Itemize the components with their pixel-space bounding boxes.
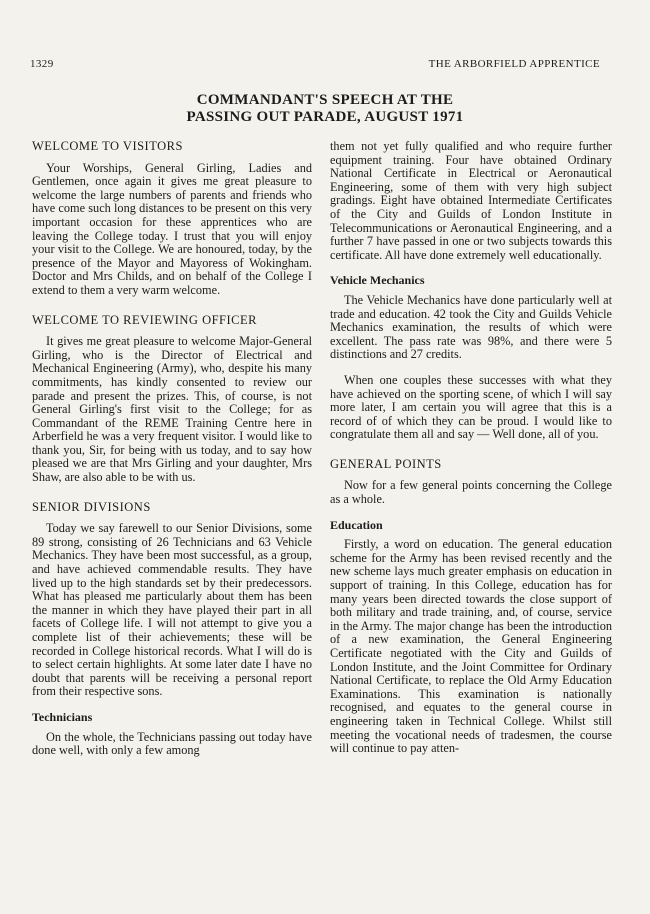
heading-welcome-visitors: WELCOME TO VISITORS xyxy=(32,139,183,153)
page-number: 1329 xyxy=(30,58,54,70)
para-vehicle-2: When one couples these successes with what they have achieved on the sporting scene, of which I will say more later, I am certain you will agree that this is a record of of which they can be proud. I would like to congratulate them all and say — Well done, all of you. xyxy=(330,372,612,442)
heading-general-points: GENERAL POINTS xyxy=(330,456,442,471)
article-title xyxy=(0,92,650,126)
running-head xyxy=(30,58,600,70)
para-technicians: On the whole, the Technicians passing out today have done well, with only a few among xyxy=(32,729,312,758)
para-vehicle-1: The Vehicle Mechanics have done particularly well at trade and education. 42 took the City and Guilds Vehicle Mechanics examination, the results of which were excellent. The pass rate was 98%, and there were 5 distinctions and 27 credits. xyxy=(330,292,612,362)
para-technicians-cont: them not yet fully qualified and who require further equipment training. Four have obtained Ordinary National Certificate in Electrical or Aeronautical Engineering, some of them with very high subject gradings. Eight have obtained Intermediate Certificates of the City and Guilds of London Institute in Telecommunications or Aeronautical Engineering, and a further 7 have passed in one or two subjects towards this certificate. All have done extremely well educationally. xyxy=(330,139,612,262)
heading-reviewing-officer: WELCOME TO REVIEWING OFFICER xyxy=(32,312,257,327)
para-reviewing-officer: It gives me great pleasure to welcome Major-General Girling, who is the Director of Electrical and Mechanical Engineering (Army), who, despite his many commitments, has kindly consented to review our parade and present the prizes. This, of course, is not General Girling's first visit to the College; for as Commandant of the REME Training Centre here in Arberfield he was a very frequent visitor. I would like to thank you, Sir, for being with us today, and to say how pleased we are that Mrs Girling and your daughter, Mrs Shaw, are also able to be with us. xyxy=(32,334,312,485)
para-education: Firstly, a word on education. The general education scheme for the Army has been revised recently and the new scheme lays much greater emphasis on education in support of training. In this College, education has for many years been directed towards the close support of both military and trade training, and, of course, service in the Army. The major change has been the introduction of a new examination, the General Engineering Certificate negotiated with the City and Guilds of London Institute, and the Joint Committee for Ordinary National Certificate, to replace the Old Army Education Examinations. This examination is nationally recognised, and equates to the general course in engineering taken in Technical College. Whilst still meeting the vocational needs of tradesmen, the course will continue to pay atten- xyxy=(330,537,612,756)
heading-education: Education xyxy=(330,517,383,532)
para-general-points: Now for a few general points concerning the College as a whole. xyxy=(330,478,612,507)
para-senior-divisions: Today we say farewell to our Senior Divisions, some 89 strong, consisting of 26 Technicians and 63 Vehicle Mechanics. They have been most successful, as a group, and have achieved commendable results. They have lived up to the high standards set by their predecessors. What has pleased me particularly about them has been the manner in which they have played their part in all facets of College life. I will not attempt to give you a complete list of their achievements; these will be recorded in College historical records. What I will do is to select certain highlights. At some later date I have no doubt that parents will be receiving a personal report from their respective sons. xyxy=(32,521,312,699)
heading-senior-divisions: SENIOR DIVISIONS xyxy=(32,499,151,514)
right-column xyxy=(330,140,612,768)
heading-vehicle-mechanics: Vehicle Mechanics xyxy=(330,273,425,288)
title-line-2: PASSING OUT PARADE, AUGUST 1971 xyxy=(186,109,464,125)
title-line-1: COMMANDANT'S SPEECH AT THE xyxy=(196,92,454,108)
para-welcome-visitors: Your Worships, General Girling, Ladies and Gentlemen, once again it gives me great pleasure to welcome the large numbers of parents and friends who have come such long distances to be present on this very important occasion for these apprentices who are leaving the College today. I trust that you will enjoy your visit to the College. We are honoured, today, by the presence of the Mayor and Mayoress of Wokingham. Doctor and Mrs Childs, and on behalf of the College I extend to them a very warm welcome. xyxy=(32,160,312,297)
left-column xyxy=(32,140,312,770)
journal-title: THE ARBORFIELD APPRENTICE xyxy=(428,58,600,70)
heading-technicians: Technicians xyxy=(32,709,93,724)
